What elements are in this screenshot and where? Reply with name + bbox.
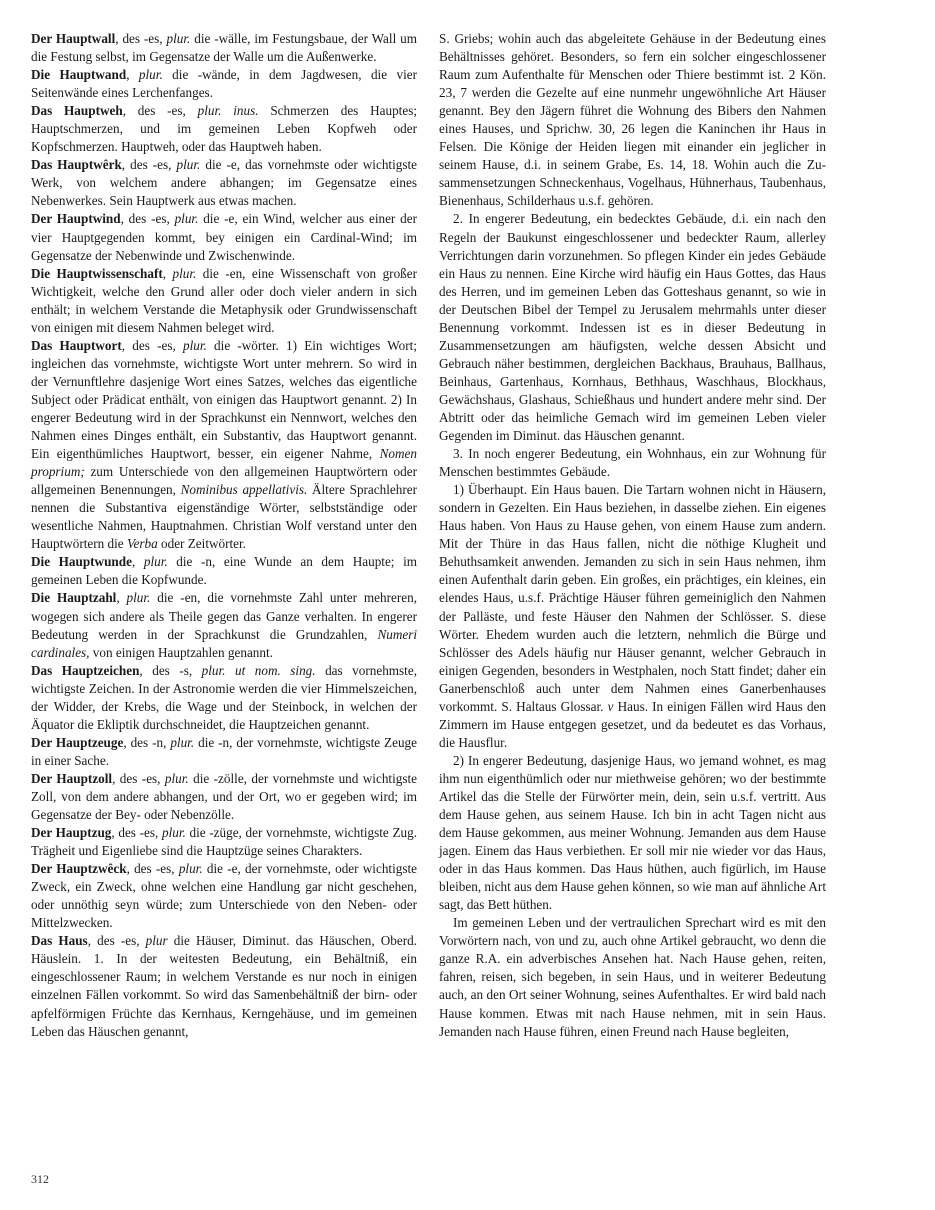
headword: Der Hauptzug: [31, 825, 112, 841]
entry-text: ,: [131, 554, 144, 570]
entry-text: Schmerzen des Hauptes; Hauptschmerzen, und im gemeinen Leben Kopfweh oder Kopfschmerzen. Hauptweh, oder das Hauptweh haben.: [31, 103, 417, 155]
italic-term: plur. ut nom. sing.: [201, 662, 316, 678]
entry-text: die -wörter. 1) Ein wichtiges Wort; ingleichen das vornehmste, wichtigste Wort unter mehrern. So wird in der Vernunftlehre dasjenige Wort eines Satzes, welches das eigentliche Subject oder Prädicat enthält, von einigen das Hauptwort genannt. 2) In engerer Bedeutung wird in der Sprachkunst ein Nennwort, welches den Nahmen eines Dinges enthält, ein Substantiv, das Hauptwort genannt. Ein eigenthümliches Hauptwort, besser, ein eigener Nahme,: [31, 337, 417, 462]
italic-term: plur.: [176, 157, 201, 173]
dictionary-entry: [31, 553, 417, 589]
entry-text: die -en, eine Wissenschaft von großer Wichtigkeit, welche den Grund aller oder doch vieler andern in sich enthält; in welchem Verstande die Metaphysik oder Grundwissenschaft von einigen mit diesem Nahmen beleget wird.: [31, 265, 417, 335]
dictionary-entry: [31, 932, 417, 1040]
entry-text: , des -es,: [126, 861, 179, 877]
italic-term: plur.: [138, 67, 163, 83]
italic-term: plur.: [172, 265, 197, 281]
entry-text: die -wände, in dem Jagdwesen, die vier Seitenwände eines Lerchenfanges.: [31, 67, 418, 101]
dictionary-entry: [31, 734, 417, 770]
headword: Das Hauptwêrk: [31, 157, 122, 173]
entry-text: , des -es,: [122, 103, 198, 119]
entry-text: , des -es,: [115, 31, 167, 46]
entry-text: 1) Überhaupt. Ein Haus bauen. Die Tartarn wohnen nicht in Häusern, sondern in Gezelten. Ein Haus beziehen, in dasselbe ziehen. Ein eigenes Haus haben. Von Haus zu Hause gehen, von einem Hause zum andern. Mit der Thüre in das Haus fallen, nicht die nöthige Klugheit und Behuthsamkeit anwenden. Jemanden zu sich in sein Haus nehmen, ihm einen Aufenthalt darin geben. Ein großes, ein prächtiges, ein kleines, ein elendes Haus, u.s.f. Prächtige Häuser führen gemeiniglich den Nahmen der Palläste, und feste Häuser den Nahmen der Schlösser. S. diese Wörter. Ehedem wurden auch die letztern, nehmlich die Bürge und Schlösser des Adels häufig nur Häuser genannt, welcher Gebrauch in einigen Gegenden, besonders in Westphalen, noch Statt findet; daher ein Ganerbenschloß auch unter dem Nahmen eines Ganerbenhauses vorkommt. S. Haltaus Glossar.: [439, 482, 826, 714]
entry-paragraph: [439, 481, 826, 752]
headword: Der Hauptzwêck: [31, 861, 127, 877]
dictionary-entry: [31, 770, 417, 824]
headword: Die Hauptwunde: [31, 554, 132, 570]
italic-term: plur.: [166, 31, 191, 46]
italic-term: plur.: [170, 734, 195, 750]
entry-text: , des -es,: [120, 211, 175, 227]
headword: Der Hauptwall: [31, 31, 116, 46]
entry-text: die -n, der vornehmste, wichtigste Zeuge in einer Sache.: [31, 734, 417, 768]
left-column: [31, 30, 417, 1041]
entry-text: die -züge, der vornehmste, wichtigste Zug. Trägheit und Eigenliebe sind die Hauptzüge seines Charakters.: [31, 825, 417, 859]
italic-term: v: [607, 698, 614, 714]
entry-text: die Häuser, Diminut. das Häuschen, Oberd. Häuslein. 1. In der weitesten Bedeutung, ein Behältniß, ein eingeschlossener Raum; in welchem Verstande es nur noch in einigen einzelnen Fällen vorkommt. So wird das Samenbehältniß der birn- oder apfelförmigen Früchte das Kernhaus, Kerngehäuse, und im gemeinen Leben das Häuschen genannt,: [31, 933, 417, 1039]
dictionary-entry: [31, 337, 417, 554]
italic-term: plur: [145, 933, 168, 949]
entry-text: die -e, das vornehmste oder wichtigste Werk, von welchem andere abhangen; im Gegensatze eines Nebenwerkes. Sein Hauptwerk aus etwas machen.: [31, 157, 417, 209]
dictionary-entry: [31, 589, 417, 661]
entry-text: die -zölle, der vornehmste und wichtigste Zoll, von dem andere abhangen, und der Ort, wo er gegeben wird; im Gegensatze der Bey- oder Nebenzölle.: [31, 770, 417, 823]
entry-text: die -e, der vornehmste, oder wichtigste Zweck, ein Zweck, ohne welchen eine Handlung gar nicht geschehen, oder unnöthig seyn würde; zum Unterschiede von den Neben- oder Mittelzwecken.: [31, 861, 417, 931]
italic-term: Verba: [126, 536, 158, 552]
entry-text: oder Zeitwörter.: [157, 536, 246, 552]
entry-text: die -en, die vornehmste Zahl unter mehreren, wogegen sich andere als Theile gegen das Ganze verhalten. In engerer Bedeutung werden in der Sprachkunst die Grundzahlen,: [31, 590, 417, 642]
entry-paragraph: [439, 445, 826, 481]
italic-term: plur.: [126, 590, 151, 606]
entry-text: ,: [116, 590, 127, 606]
entry-text: die -wälle, im Festungsbaue, der Wall um die Festung selbst, im Gegensatze der Walle um die Außenwerke.: [31, 31, 417, 65]
entry-text: 2. In engerer Bedeutung, ein bedecktes Gebäude, d.i. ein nach den Regeln der Baukunst eingeschlossener und bedeckter Raum, allerley Verrichtungen darin vorzunehmen. So pflegen Kinder ein jedes Gebäude ein Haus zu nennen. Eine Kirche wird häufig ein Haus Gottes, das Haus des Herren, und im gemeinen Leben das Gotteshaus genannt, so wie in der Deutschen Bibel der Tempel zu Jerusalem mehrmahls unter dieser Benennung vorkommt. Indessen ist es in dieser Bedeutung in Zusammensetzungen am häufigsten, welche dessen Absicht und Gebrauch näher bestimmen, dergleichen Backhaus, Brauhaus, Ballhaus, Beinhaus, Gartenhaus, Kornhaus, Bethhaus, Waschhaus, Blockhaus, Gewächshaus, Glashaus, Schießhaus und hundert andere mehr sind. Der Abtritt oder das heimliche Gemach wird im gemeinen Leben vieler Gegenden im Diminut. das Häuschen genannt.: [439, 211, 826, 444]
dictionary-entry: [31, 210, 417, 264]
headword: Der Hauptzoll: [31, 770, 113, 786]
entry-text: , des -es,: [111, 825, 162, 841]
page-number: 312: [31, 1172, 49, 1186]
headword: Der Hauptwind: [31, 211, 121, 227]
entry-paragraph: [439, 210, 826, 445]
entry-paragraph: [439, 914, 826, 1040]
headword: Die Hauptwissenschaft: [31, 265, 163, 281]
headword: Das Hauptzeichen: [31, 662, 140, 678]
headword: Das Hauptweh: [31, 103, 123, 119]
dictionary-entry: [31, 156, 417, 210]
entry-text: , des -s,: [139, 662, 202, 678]
entry-text: , des -n,: [123, 734, 171, 750]
entry-text: , des -es,: [112, 770, 165, 786]
entry-text: 2) In engerer Bedeutung, dasjenige Haus, wo jemand wohnet, es mag ihm nun eigenthümlich oder nur miethweise gehören; wo der bestimmte Artikel das die Stelle der Fürwörter mein, dein, sein u.s.f. vertritt. Aus dem Hause gehen, aus seinem Hause. Ich bin in acht Tagen nicht aus dem Hause gekommen, aus meiner Wohnung. Jemanden aus dem Hause jagen. Einem das Haus verbiethen. Er soll mir nie wieder vor das Haus, oder in das Haus kommen. Das Haus hüthen, auch figürlich, im Hause bleiben, nicht aus dem Hause gehen können, so wie man auf ähnliche Art sagt, das Bett hüthen.: [439, 752, 826, 913]
right-column: [439, 30, 826, 1041]
entry-text: , des -es,: [121, 157, 177, 173]
dictionary-entry: [31, 662, 417, 734]
headword: Die Hauptzahl: [31, 590, 117, 606]
italic-term: plur.: [143, 554, 168, 570]
italic-term: plur.: [174, 211, 199, 227]
entry-text: das vornehmste, wichtigste Zeichen. In der Astronomie werden die vier Himmelszeichen, der Widder, der Krebs, die Wage und der Steinbock, in welchen der Äquator die Ekliptik durchschneidet, die Hauptzeichen genannt.: [31, 662, 417, 732]
entry-text: Im gemeinen Leben und der vertraulichen Sprechart wird es mit den Vorwörtern nach, von und zu, auch ohne Artikel gebraucht, wo denn die ganze R.A. ein adverbisches Ansehen hat. Nach Hause gehen, reiten, fahren, reisen, sich begeben, in sein Haus, und in weiterer Bedeutung auch, an den Ort seiner Wohnung, seines Aufenthaltes. Er wird bald nach Hause kommen. Etwas mit nach Hause nehmen, mit in sein Haus. Jemanden nach Hause führen, einen Freund nach Hause begleiten,: [439, 915, 826, 1039]
entry-text: , des -es,: [87, 933, 146, 949]
italic-term: plur.: [178, 861, 203, 877]
headword: Der Hauptzeuge: [31, 734, 124, 750]
dictionary-entry: [31, 860, 417, 932]
dictionary-entry: [31, 824, 417, 860]
entry-text: die -e, ein Wind, welcher aus einer der vier Hauptgegenden kommt, bey einigen ein Cardinal-Wind; im Gegensatze der Nebenwinde und Zwischenwinde.: [31, 211, 417, 263]
italic-term: Numeri cardinales,: [31, 626, 417, 660]
italic-term: plur.: [164, 770, 189, 786]
italic-term: Nominibus appellativis.: [180, 482, 308, 498]
dictionary-page: [31, 30, 907, 1180]
italic-term: plur.: [183, 337, 207, 353]
entry-text: von einigen Hauptzahlen genannt.: [89, 644, 273, 660]
entry-paragraph: [439, 752, 826, 914]
entry-paragraph: [439, 30, 826, 210]
dictionary-entry: [31, 66, 417, 102]
italic-term: plur. inus.: [197, 103, 259, 119]
headword: Das Hauptwort: [31, 337, 122, 353]
entry-text: ,: [126, 67, 139, 83]
entry-text: , des -es,: [121, 337, 183, 353]
entry-text: ,: [162, 265, 173, 281]
dictionary-entry: [31, 265, 417, 337]
italic-term: plur.: [161, 825, 186, 841]
headword: Die Hauptwand: [31, 67, 127, 83]
entry-text: Haus. In einigen Fällen wird Haus den Zimmern im Hause entgegen gesetzet, und da bedeutet es das Vorhaus, die Hausflur.: [439, 698, 826, 750]
entry-text: zum Unterschiede von den allgemeinen Hauptwörtern oder allgemeinen Benennungen,: [31, 464, 417, 498]
entry-text: S. Griebs; wohin auch das abgeleitete Gehäuse in der Bedeutung eines Behältnisses gehöret. Besonders, so fern ein solcher eingeschlossener Raum zum Aufenthalte für Menschen oder Thiere bestimmt ist. 2 Kön. 23, 7 werden die Gezelte auf eine nunmehr ungewöhnliche Art Häuser genannt. Bey den Jägern führet die Wohnung des Bibers den Nahmen eines Hauses, und Sprichw. 30, 26 legen die Kaninchen ihr Haus in Felsen. Die Könige der Heiden liegen mit einander ein jeglicher in seinem Hause, d.i. in seinem Grabe, Es. 14, 18. Wohin auch die Zusammensetzungen Schneckenhaus, Vogelhaus, Hühnerhaus, Taubenhaus, Bienenhaus, Schilderhaus u.s.f. gehören.: [439, 31, 826, 209]
entry-text: die -n, eine Wunde an dem Haupte; im gemeinen Leben die Kopfwunde.: [31, 554, 417, 588]
entry-text: Ältere Sprachlehrer nennen die Substantiva eigenständige Wörter, selbstständige oder wesentliche Nahmen, Hauptnahmen. Christian Wolf verstand unter den Hauptwörtern die: [31, 482, 417, 552]
dictionary-entry: [31, 30, 417, 66]
dictionary-entry: [31, 102, 417, 156]
headword: Das Haus: [31, 933, 88, 949]
italic-term: Nomen proprium;: [31, 446, 417, 480]
entry-text: 3. In noch engerer Bedeutung, ein Wohnhaus, ein zur Wohnung für Menschen bestimmtes Gebäude.: [439, 446, 826, 480]
